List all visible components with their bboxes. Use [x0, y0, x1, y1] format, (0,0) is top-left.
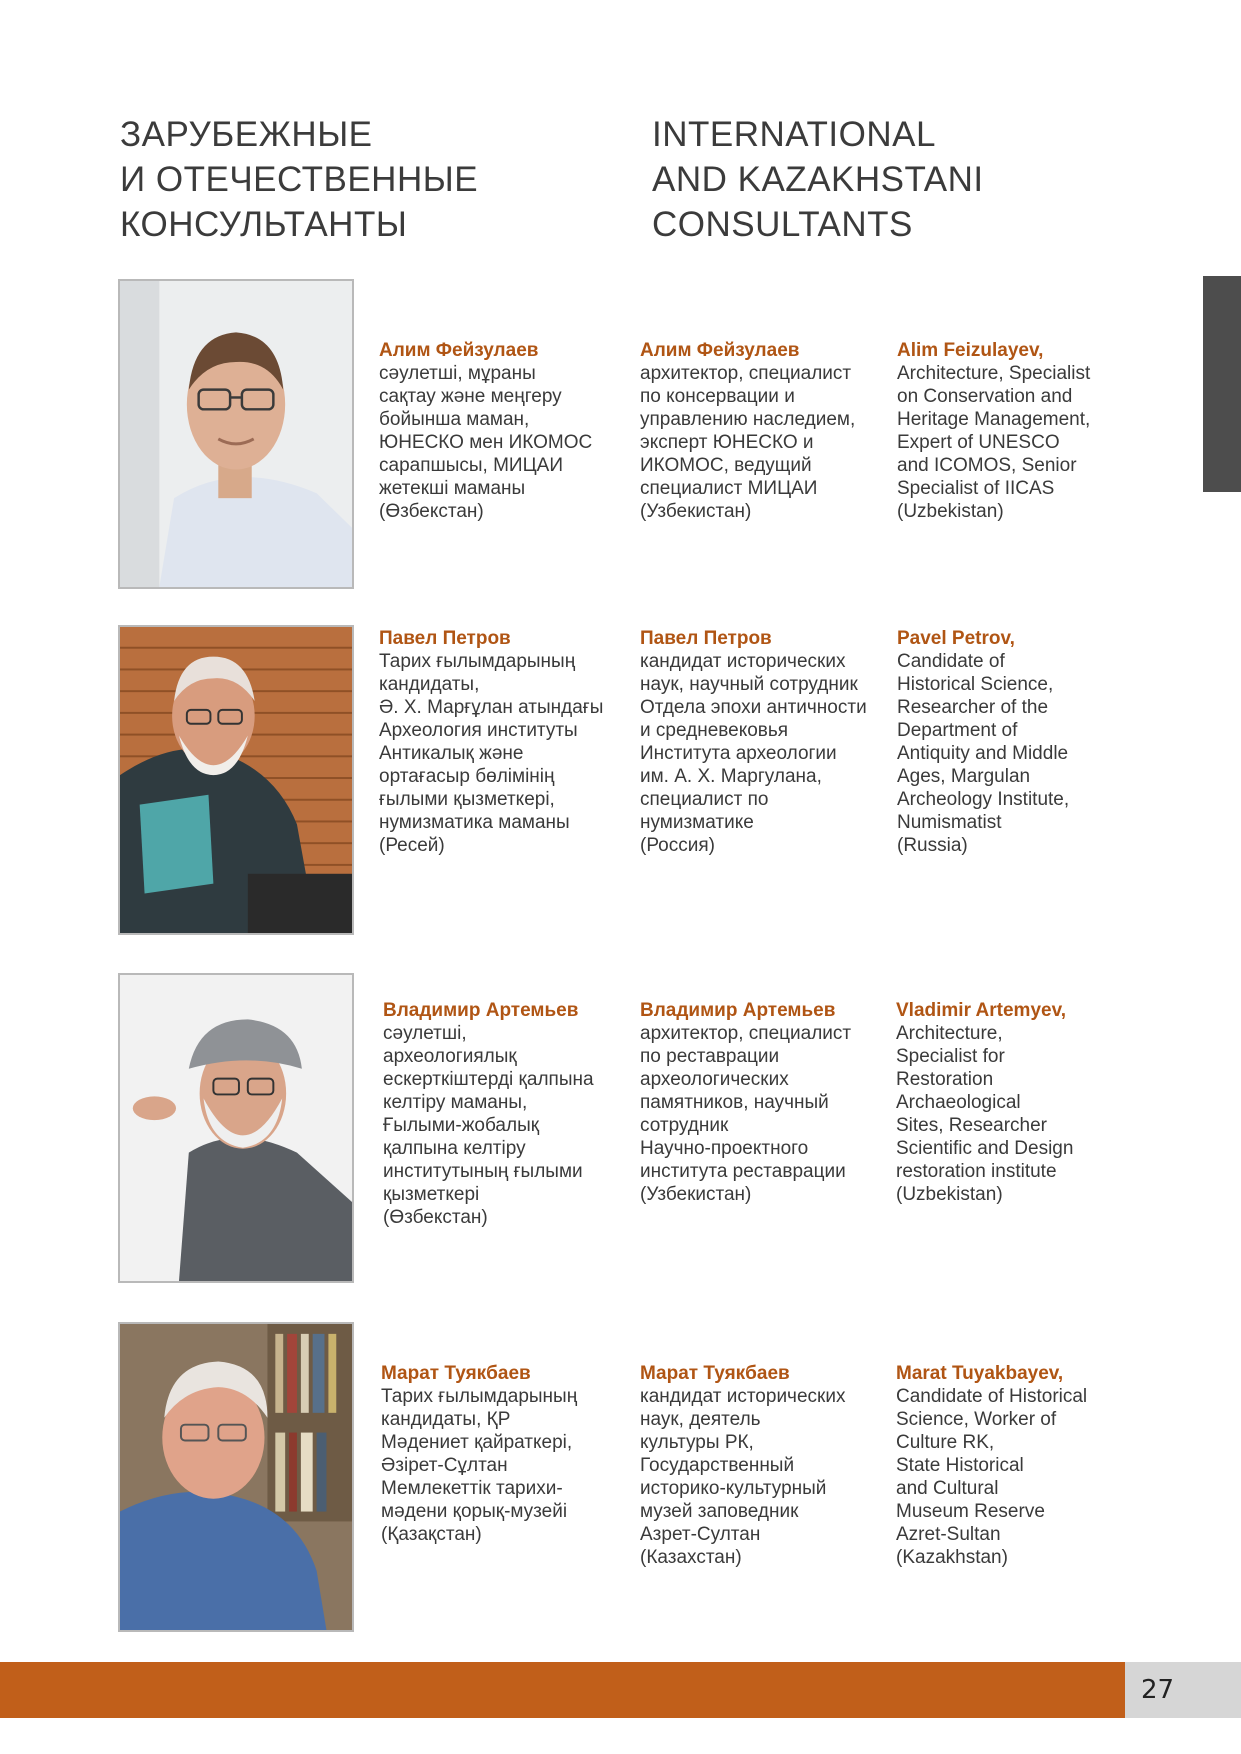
portrait-feizulayev: [118, 279, 354, 589]
footer-bar: [0, 1662, 1125, 1718]
consultant-description: архитектор, специалист по реставрации археологических памятников, научный сотрудник Научно-проектного института реставрации (Узбекистан): [640, 1023, 852, 1205]
consultant-name: Владимир Артемьев: [383, 1000, 579, 1021]
bio-ru: [640, 627, 890, 857]
bio-kz: [383, 999, 633, 1229]
bio-en: [896, 999, 1146, 1206]
heading-ru-line: ЗАРУБЕЖНЫЕ: [120, 115, 373, 154]
consultant-description: архитектор, специалист по консервации и управлению наследием, эксперт ЮНЕСКО и ИКОМОС, ведущий специалист МИЦАИ (Узбекистан): [640, 363, 856, 522]
consultant-description: Тарих ғылымдарының кандидаты, Ә. Х. Марғұлан атындағы Археология институты Антикалық және ортағасыр бөлімінің ғылыми қызметкері, нумизматика маманы (Ресей): [379, 651, 604, 856]
consultant-name: Марат Туякбаев: [640, 1363, 790, 1384]
bio-en: [897, 339, 1147, 523]
consultant-name: Vladimir Artemyev,: [896, 1000, 1067, 1021]
consultant-name: Alim Feizulayev,: [897, 340, 1044, 361]
portrait-artemyev: [118, 973, 354, 1283]
consultant-name: Алим Фейзулаев: [379, 340, 539, 361]
heading-en-line: INTERNATIONAL: [652, 115, 936, 154]
page-number: 27: [1125, 1662, 1241, 1718]
consultant-description: Candidate of Historical Science, Researcher of the Department of Antiquity and Middle Ages, Margulan Archeology Institute, Numismatist (Russia): [897, 651, 1070, 856]
portrait-petrov: [118, 625, 354, 935]
consultant-description: кандидат исторических наук, научный сотрудник Отдела эпохи античности и средневековья Института археологии им. А. Х. Маргулана, специалист по нумизматике (Россия): [640, 651, 867, 856]
heading-ru-line: КОНСУЛЬТАНТЫ: [120, 205, 408, 244]
bio-kz: [379, 339, 629, 523]
side-tab: [1203, 276, 1241, 492]
heading-en-line: CONSULTANTS: [652, 205, 913, 244]
consultant-name: Павел Петров: [379, 628, 511, 649]
consultant-description: сәулетші, мұраны сақтау және меңгеру бойынша маман, ЮНЕСКО мен ИКОМОС сарапшысы, МИЦАИ жетекші маманы (Өзбекстан): [379, 363, 593, 522]
bio-kz: [379, 627, 629, 857]
bio-ru: [640, 999, 890, 1206]
bio-en: [896, 1362, 1146, 1569]
portrait-tuyakbayev: [118, 1322, 354, 1632]
heading-ru-line: И ОТЕЧЕСТВЕННЫЕ: [120, 160, 479, 199]
consultant-name: Павел Петров: [640, 628, 772, 649]
consultant-name: Pavel Petrov,: [897, 628, 1015, 649]
consultant-description: Candidate of Historical Science, Worker of Culture RK, State Historical and Cultural Museum Reserve Azret-Sultan (Kazakhstan): [896, 1386, 1088, 1568]
bio-ru: [640, 1362, 890, 1569]
consultant-name: Марат Туякбаев: [381, 1363, 531, 1384]
consultant-name: Алим Фейзулаев: [640, 340, 800, 361]
section-heading-ru: [120, 112, 478, 247]
consultant-description: Тарих ғылымдарының кандидаты, ҚР Мәдениет қайраткері, Әзірет-Сұлтан Мемлекеттік тарихи- мәдени қорық-музейі (Қазақстан): [381, 1386, 578, 1545]
bio-kz: [381, 1362, 631, 1546]
heading-en-line: AND KAZAKHSTANI: [652, 160, 984, 199]
consultant-description: Architecture, Specialist for Restoration Archaeological Sites, Researcher Scientific and Design restoration institute (Uzbekistan): [896, 1023, 1074, 1205]
consultant-description: сәулетші, археологиялық ескерткіштерді қалпына келтіру маманы, Ғылыми-жобалық қалпына келтіру институтының ғылыми қызметкері (Өзбекстан): [383, 1023, 594, 1228]
consultant-description: Architecture, Specialist on Conservation and Heritage Management, Expert of UNESCO and ICOMOS, Senior Specialist of IICAS (Uzbekistan): [897, 363, 1091, 522]
section-heading-en: [652, 112, 984, 247]
consultant-name: Marat Tuyakbayev,: [896, 1363, 1064, 1384]
bio-en: [897, 627, 1147, 857]
consultant-description: кандидат исторических наук, деятель культуры РК, Государственный историко-культурный музей заповедник Азрет-Султан (Казахстан): [640, 1386, 846, 1568]
bio-ru: [640, 339, 890, 523]
consultant-name: Владимир Артемьев: [640, 1000, 836, 1021]
